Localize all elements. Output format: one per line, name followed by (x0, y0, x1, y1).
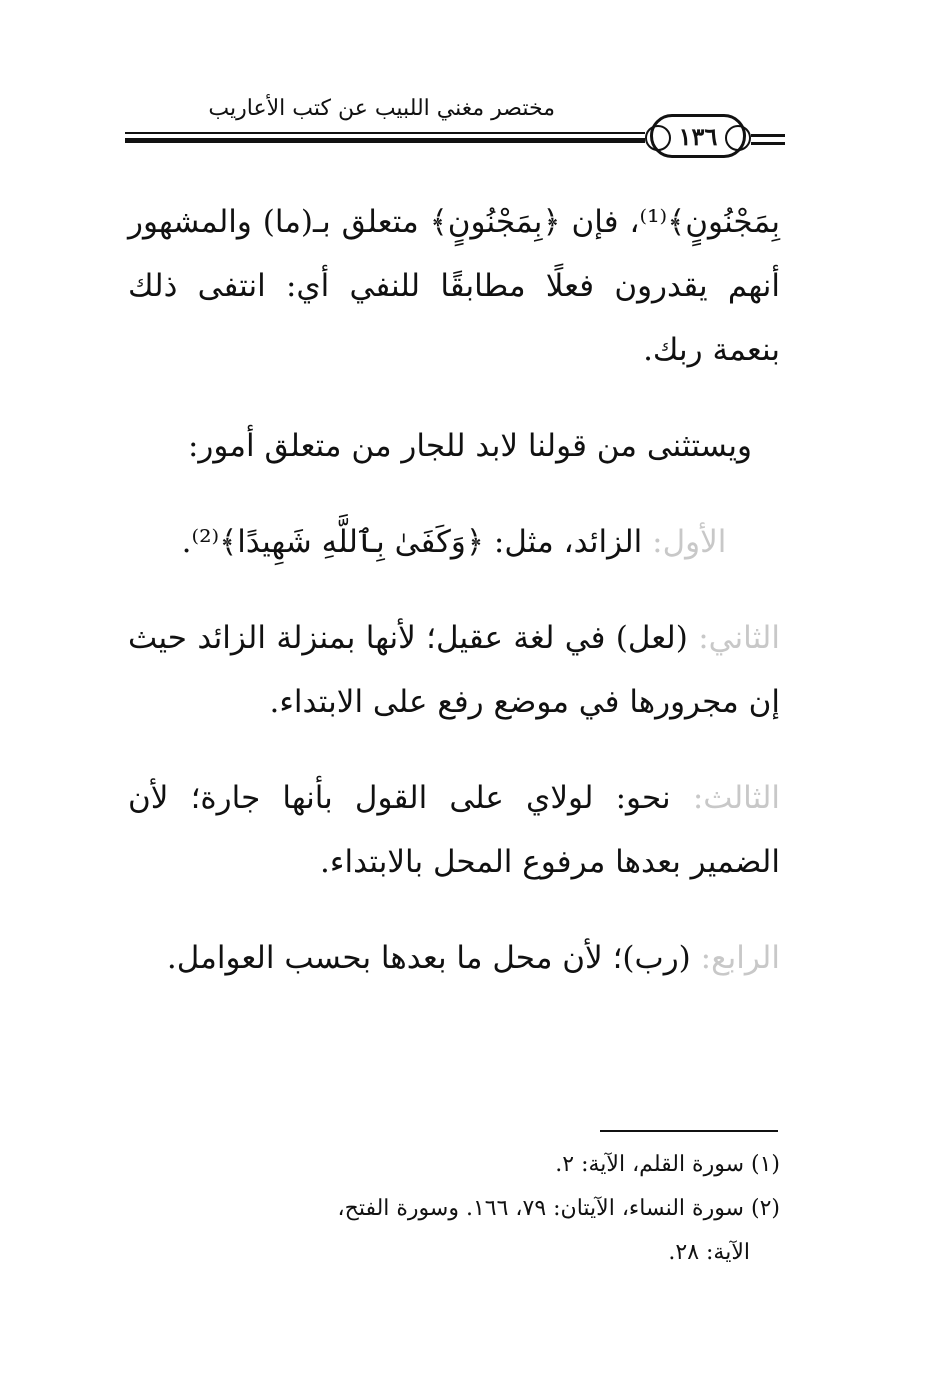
footnote-separator (600, 1130, 778, 1132)
header-rule-thin (125, 132, 645, 134)
footnote-1: (١) سورة القلم، الآية: ٢. (555, 1152, 780, 1177)
page-header (125, 90, 785, 160)
paragraph-6 (128, 926, 780, 990)
item-text-third: نحو: لولاي على القول بأنها جارة؛ لأن الضمير بعدها مرفوع المحل بالابتداء. (128, 780, 780, 880)
paragraph-4 (128, 606, 780, 734)
footnote-2: (٢) سورة النساء، الآيتان: ٧٩، ١٦٦. وسورة الفتح، (337, 1196, 780, 1221)
item-lead-fourth: الرابع: (700, 940, 780, 976)
running-title: مختصر مغني اللبيب عن كتب الأعاريب (208, 96, 555, 121)
item-lead-second: الثاني: (698, 620, 780, 656)
paragraph-5 (128, 766, 780, 894)
item-text-fourth: (رب)؛ لأن محل ما بعدها بحسب العوامل. (166, 940, 691, 976)
item-lead-third: الثالث: (692, 780, 780, 816)
footnotes (128, 1145, 780, 1277)
main-text (128, 190, 780, 1022)
header-rule-thick (125, 138, 645, 143)
item-text-first: الزائد، مثل: ﴿وَكَفَىٰ بِٱللَّهِ شَهِيدًا﴾⁽²⁾. (181, 524, 643, 560)
item-lead-first: الأول: (652, 524, 727, 560)
paragraph-1: بِمَجْنُونٍ﴾⁽¹⁾، فإن ﴿بِمَجْنُونٍ﴾ متعلق بـ(ما) والمشهور أنهم يقدرون فعلًا مطابقًا للنفي أي: انتفى ذلك بنعمة ربك. (128, 204, 780, 368)
item-text-second: (لعل) في لغة عقيل؛ لأنها بمنزلة الزائد حيث إن مجرورها في موضع رفع على الابتداء. (128, 620, 780, 720)
footnote-2-continued: الآية: ٢٨. (668, 1240, 750, 1265)
page-number: ١٣٦ (675, 122, 722, 151)
header-rule-right-bottom (751, 142, 785, 145)
paragraph-3 (128, 510, 780, 574)
paragraph-2: ويستثنى من قولنا لابد للجار من متعلق أمور: (187, 428, 752, 464)
header-rule-right-top (751, 134, 785, 137)
page-number-badge (650, 114, 746, 158)
